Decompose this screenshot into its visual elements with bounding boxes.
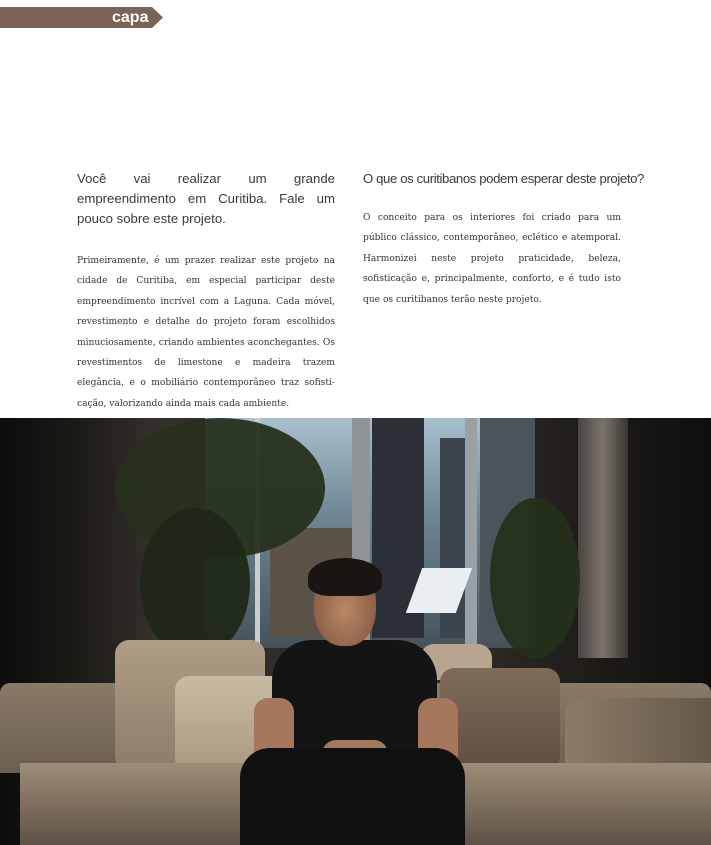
man-legs: [240, 748, 465, 845]
window-mullion: [465, 418, 477, 648]
interview-question-1: Você vai realizar um grande empreendimento em Curitiba. Fale um pouco sobre este projeto.: [77, 171, 335, 226]
interview-answer-1: Primeiramente, é um prazer realizar este projeto na cidade de Curitiba, em especial participar deste empreendimento incrível com a Laguna. Cada móvel, revestimento e detalhe do projeto foram escolhidos minuciosamente, criando ambientes aconchegantes. Os revestimentos de limestone e madeira trazem elegância, e o mobiliário contemporâneo traz sofisticação, valorizando ainda mais cada ambiente.: [77, 256, 335, 409]
plant-right: [490, 498, 580, 658]
photo-pillar: [578, 418, 628, 658]
section-label: capa: [112, 9, 149, 26]
cover-photo: [0, 418, 711, 845]
interview-answer-2: O conceito para os interiores foi criado para um público clássico, contemporâneo, eclético e atemporal. Harmonizei neste projeto praticidade, beleza, sofisticação e, principalmente, conforto, e é tudo isto que os curitibanos terão neste projeto.: [363, 213, 621, 305]
sofa-cushion: [440, 668, 560, 770]
interview-column-right: [363, 169, 644, 310]
man-hair: [308, 558, 382, 596]
plant-left: [140, 508, 250, 658]
interview-question-2: O que os curitibanos podem esperar deste projeto?: [363, 171, 644, 186]
interview-column-left: [77, 169, 335, 414]
